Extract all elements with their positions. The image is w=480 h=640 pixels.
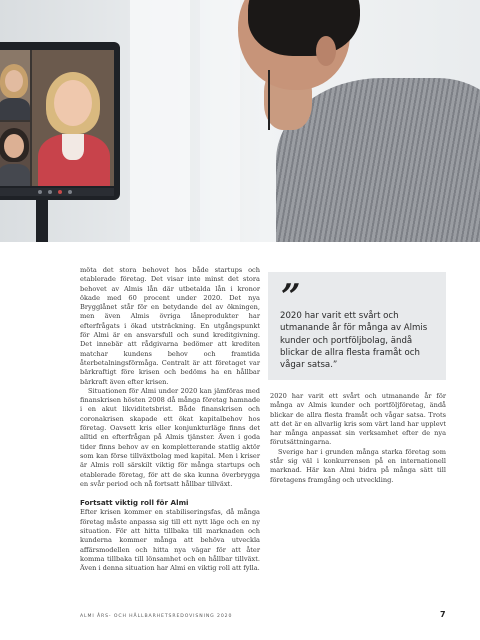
video-tile	[0, 122, 30, 186]
pull-quote	[268, 272, 446, 380]
video-tile	[0, 50, 30, 120]
man-in-call	[228, 0, 480, 242]
body-paragraph: Sverige har i grunden många starka företag som står sig väl i konkurrensen på en internationell marknad. Här kan Almi bidra på många sätt till företagens framgång och utveckling.	[270, 447, 446, 484]
monitor	[0, 42, 120, 200]
right-text-column	[270, 392, 446, 485]
page-number: 7	[440, 610, 446, 619]
hero-photo	[0, 0, 480, 242]
body-paragraph: 2020 har varit ett svårt och utmanande år för många av Almis kunder och portföljföretag, ändå blickar de allra flesta framåt och vågar satsa. Trots att det är en allvarlig kris som värt land har upplevt har många anpassat sin verksamhet efter de nya förutsättningarna.	[270, 392, 446, 447]
quote-mark-icon: ”	[274, 277, 303, 317]
report-title-footer: ALMI ÅRS- OCH HÅLLBARHETSREDOVISNING 2020	[80, 614, 233, 619]
body-paragraph: Situationen för Almi under 2020 kan jämföras med finanskrisen hösten 2008 då många företag hamnade i en akut likviditetsbrist. Både finanskrisen och coronakrisen skapade ett ökat kapitalbehov hos företag. Oavsett kris eller konjunkturläge finns det alltid en efterfrågan på Almis tjänster. Även i goda tider finns behov av en kompletterande statlig aktör som kan förse tillväxtbolag med kapital. Men i kriser är Almis roll särskilt viktig för många startups och etablerade företag, för att de ska kunna överbrygga en svår period och nå fortsatt hållbar tillväxt.	[80, 386, 260, 488]
section-subheading: Fortsatt viktig roll för Almi	[80, 498, 189, 508]
body-paragraph: möta det stora behovet hos både startups och etablerade företag. Det visar inte minst det stora behovet av Almis lån där utbetalda lån i kronor ökade med 60 procent under 2020. Det nya Brygglånet står för en betydande del av ökningen, men även Almis övriga låneprodukter har efterfrågats i ökad utsträckning. En utgångspunkt för Almi är en ansvarsfull och sund kreditgivning. Det innebär att rådgivarna bedömer att krediten matchar kundens behov och framtida återbetalningsförmåga. Centralt är att företaget var bärkraftigt före krisen och bedöms ha en hållbar bärkraft även efter krisen.	[80, 266, 260, 386]
quote-text: 2020 har varit ett svårt och utmanande år för många av Almis kunder och portföljbolag, ändå blickar de allra flesta framåt och vågar satsa.”	[280, 311, 428, 371]
video-call-toolbar	[0, 188, 114, 196]
monitor-stand	[36, 200, 48, 242]
left-text-column	[80, 266, 260, 574]
video-tile	[32, 50, 114, 186]
body-paragraph: Efter krisen kommer en stabiliseringsfas, då många företag måste anpassa sig till ett nytt läge och en ny situation. För att hitta tillbaka till marknaden och kunderna kommer många att behöva utveckla affärsmodellen och hitta nya vägar för att åter komma tillbaka till lönsamhet och en hållbar tillväxt. Även i denna situation har Almi en viktig roll att fylla.	[80, 508, 260, 573]
window-light	[130, 0, 190, 242]
video-call-screen	[0, 50, 114, 186]
